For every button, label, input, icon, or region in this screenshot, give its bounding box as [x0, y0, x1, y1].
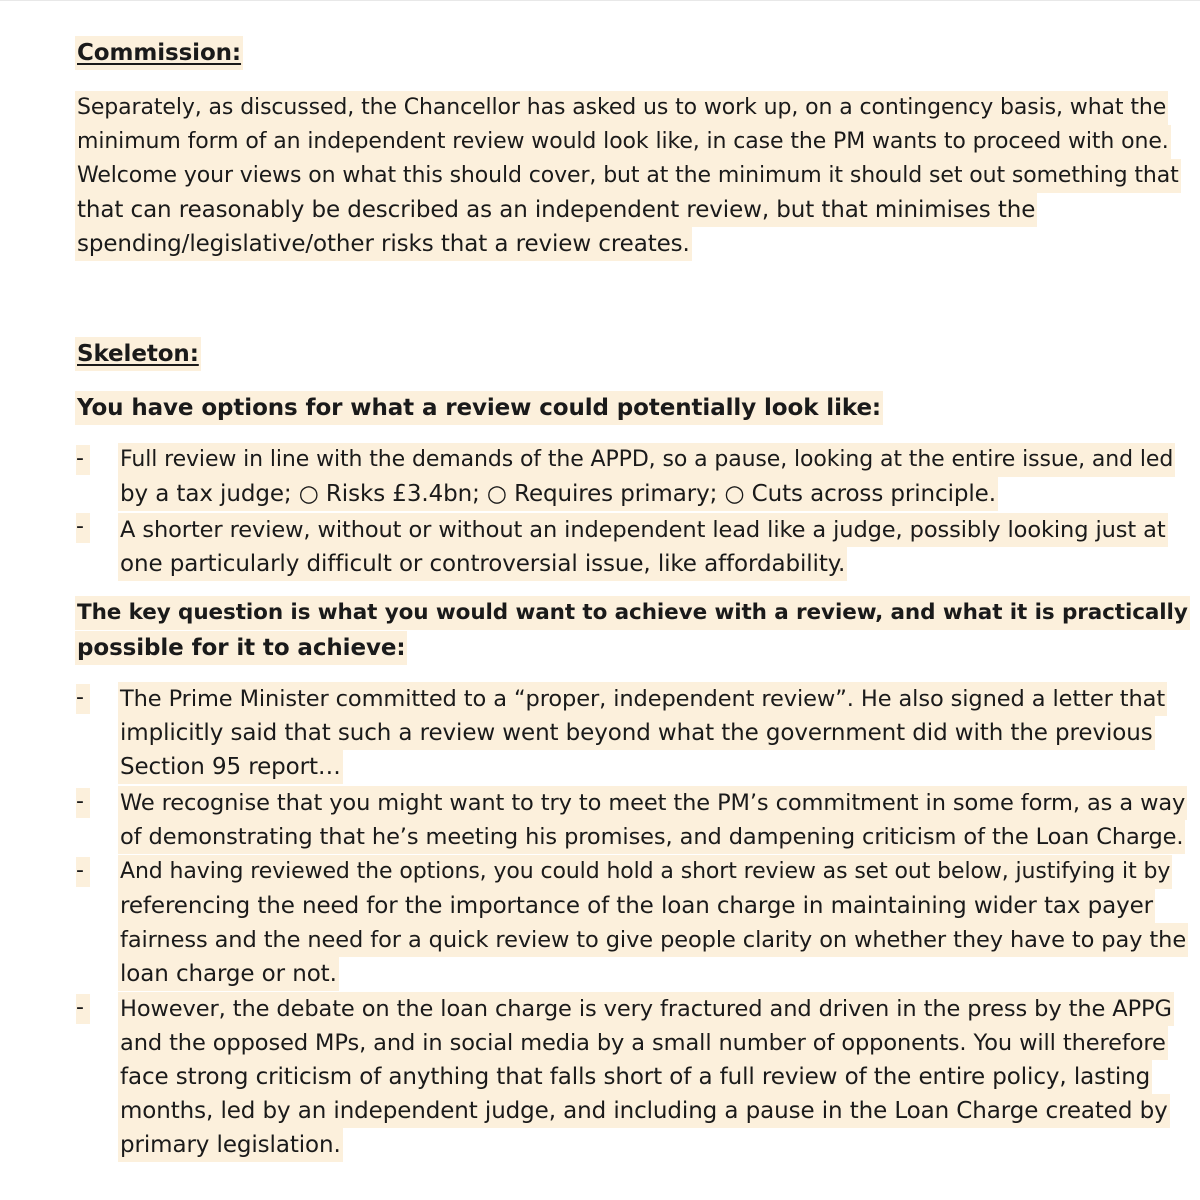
key-question-line: possible for it to achieve: [75, 631, 407, 665]
commission-paragraph-line: minimum form of an independent review would look like, in case the PM wants to proceed with one. [75, 125, 1171, 159]
option-line: A shorter review, without or without an independent lead like a judge, possibly looking just at [118, 513, 1168, 547]
commission-paragraph-line: Welcome your views on what this should cover, but at the minimum it should set out something that [75, 159, 1181, 193]
bullet-dash: - [76, 513, 90, 543]
point-line: We recognise that you might want to try to meet the PM’s commitment in some form, as a way [118, 786, 1187, 820]
point-line: loan charge or not. [118, 957, 339, 991]
commission-paragraph-line: Separately, as discussed, the Chancellor has asked us to work up, on a contingency basis, what the [75, 91, 1168, 125]
point-line: of demonstrating that he’s meeting his promises, and dampening criticism of the Loan Charge. [118, 820, 1185, 854]
key-question-line: The key question is what you would want to achieve with a review, and what it is practically [75, 596, 1190, 630]
commission-paragraph-line: that can reasonably be described as an independent review, but that minimises the [75, 193, 1037, 227]
point-line: implicitly said that such a review went beyond what the government did with the previous [118, 716, 1155, 750]
option-line: by a tax judge; ○ Risks £3.4bn; ○ Requires primary; ○ Cuts across principle. [118, 477, 998, 511]
options-intro: You have options for what a review could potentially look like: [75, 391, 883, 425]
point-line: fairness and the need for a quick review to give people clarity on whether they have to pay the [118, 923, 1188, 957]
option-line: one particularly difficult or controversial issue, like affordability. [118, 547, 847, 581]
point-line: However, the debate on the loan charge is very fractured and driven in the press by the APPG [118, 992, 1174, 1026]
point-line: primary legislation. [118, 1128, 343, 1162]
bullet-dash: - [76, 857, 90, 887]
point-line: The Prime Minister committed to a “proper, independent review”. He also signed a letter that [118, 682, 1167, 716]
commission-paragraph-line: spending/legislative/other risks that a review creates. [75, 227, 692, 261]
skeleton-heading: Skeleton: [75, 337, 201, 371]
point-line: and the opposed MPs, and in social media by a small number of opponents. You will therefore [118, 1026, 1168, 1060]
point-line: face strong criticism of anything that falls short of a full review of the entire policy, lasting [118, 1060, 1152, 1094]
point-line: months, led by an independent judge, and including a pause in the Loan Charge created by [118, 1094, 1170, 1128]
commission-heading: Commission: [75, 36, 243, 70]
bullet-dash: - [76, 445, 90, 475]
bullet-dash: - [76, 788, 90, 818]
option-line: Full review in line with the demands of the APPD, so a pause, looking at the entire issue, and led [118, 443, 1175, 477]
bullet-dash: - [76, 684, 90, 714]
point-line: referencing the need for the importance of the loan charge in maintaining wider tax payer [118, 889, 1155, 923]
point-line: Section 95 report… [118, 750, 343, 784]
point-line: And having reviewed the options, you could hold a short review as set out below, justifying it by [118, 855, 1172, 889]
bullet-dash: - [76, 994, 90, 1024]
